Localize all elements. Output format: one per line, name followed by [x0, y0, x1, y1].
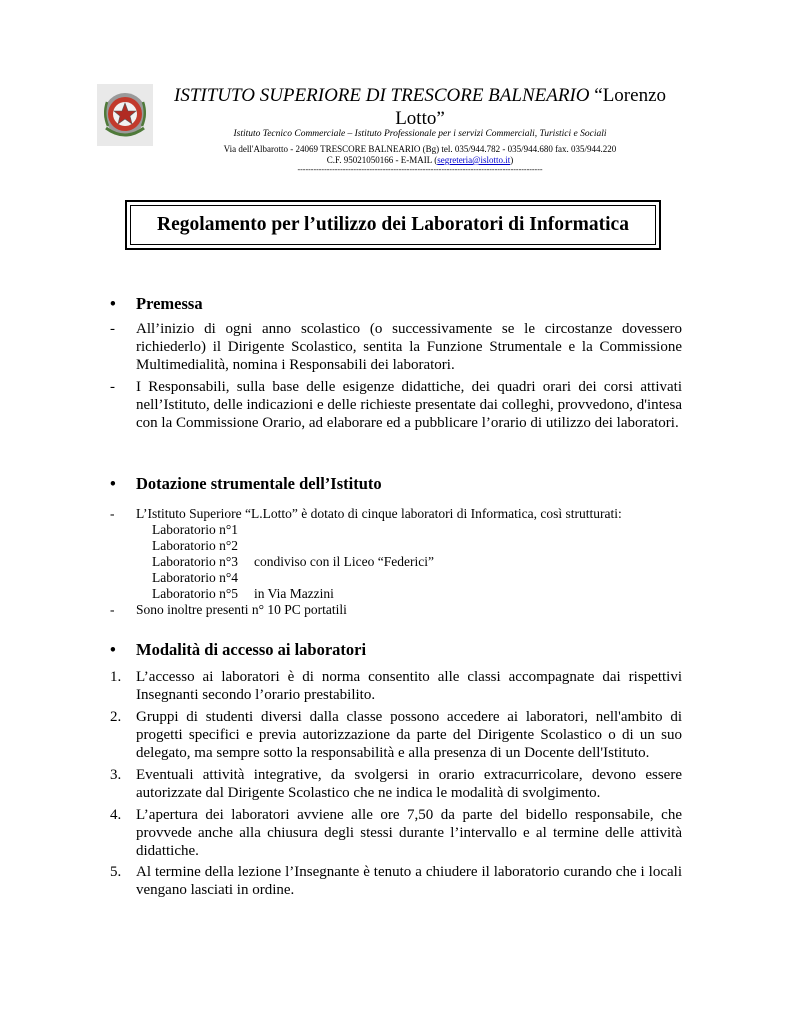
- section-heading-text: Modalità di accesso ai laboratori: [136, 640, 367, 659]
- list-item-text: Gruppi di studenti diversi dalla classe possono accedere ai laboratori, nell'ambito di progetti specifici e previa autorizzazione da parte del Dirigente Scolastico o di un suo delegato, ma sempre sotto la responsabilità e alla presenza di un Docente dell'Istituto.: [136, 709, 682, 761]
- list-item: [110, 806, 682, 860]
- list-item-text: L’apertura dei laboratori avviene alle ore 7,50 da parte del bidello responsabile, che provvede anche alla chiusura degli stessi durante l’intervallo e al termine delle attività didattiche.: [136, 807, 682, 859]
- list-item-text: I Responsabili, sulla base delle esigenze didattiche, dei quadri orari dei corsi attivati nell’Istituto, delle indicazioni e delle richieste presentate dai colleghi, provvedono, d'intesa con la Commissione Orario, ad elaborare ed a pubblicare l’orario di utilizzo dei laboratori.: [136, 379, 682, 431]
- lab-name: Laboratorio n°3: [152, 554, 238, 569]
- section-heading-text: Dotazione strumentale dell’Istituto: [136, 474, 382, 493]
- lab-note: condiviso con il Liceo “Federici”: [254, 554, 434, 569]
- lab-name: Laboratorio n°4: [152, 570, 238, 585]
- lab-name: Laboratorio n°2: [152, 538, 238, 553]
- institute-subtitle: Istituto Tecnico Commerciale – Istituto Professionale per i servizi Commerciali, Turistici e Sociali: [233, 129, 607, 139]
- list-item-text: L’accesso ai laboratori è di norma consentito alle classi accompagnate dai rispettivi Insegnanti secondo l’orario prestabilito.: [136, 669, 682, 703]
- list-marker: 5.: [110, 864, 122, 880]
- section-heading-premessa: [110, 294, 203, 314]
- list-item-text: Eventuali attività integrative, da svolgersi in orario extracurricolare, devono essere autorizzate dal Dirigente Scolastico che ne indica le modalità di svolgimento.: [136, 767, 682, 801]
- list-marker: -: [110, 602, 115, 617]
- institute-address: Via dell'Albarotto - 24069 TRESCORE BALNEARIO (Bg) tel. 035/944.782 - 035/944.680 fax. 035/944.220: [223, 144, 617, 154]
- fiscal-code: C.F. 95021050166 - E-MAIL (: [326, 155, 438, 165]
- institute-person: “Lorenzo Lotto”: [395, 85, 666, 129]
- list-item: [110, 766, 682, 802]
- list-item: [110, 863, 682, 899]
- list-item: [110, 378, 682, 432]
- fiscal-code-suffix: ): [510, 155, 514, 165]
- list-item: [110, 708, 682, 762]
- bullet: •: [110, 474, 116, 493]
- document-title: Regolamento per l’utilizzo dei Laboratori di Informatica: [130, 205, 656, 245]
- lab-note: in Via Mazzini: [254, 586, 334, 601]
- list-marker: -: [110, 506, 115, 521]
- list-item: [110, 668, 682, 704]
- list-item-text: Al termine della lezione l’Insegnante è tenuto a chiudere il laboratorio curando che i locali vengano lasciati in ordine.: [136, 864, 682, 898]
- institute-title: [165, 84, 675, 130]
- section-heading-text: Premessa: [136, 294, 203, 313]
- list-item-text: All’inizio di ogni anno scolastico (o successivamente se le circostanze dovessero richiederlo) il Dirigente Scolastico, sentita la Funzione Strumentale e la Commissione Multimedialità, nomina i Responsabili dei laboratori.: [136, 321, 682, 373]
- dotazione-intro: L’Istituto Superiore “L.Lotto” è dotato di cinque laboratori di Informatica, così strutturati:: [136, 506, 622, 521]
- email-link[interactable]: segreteria@islotto.it: [437, 155, 511, 165]
- list-marker: -: [110, 321, 115, 337]
- italian-republic-emblem-icon: [97, 84, 153, 146]
- bullet: •: [110, 640, 116, 659]
- list-marker: 1.: [110, 669, 122, 685]
- list-marker: -: [110, 379, 115, 395]
- list-item: [110, 320, 682, 374]
- portable-pcs-note: Sono inoltre presenti n° 10 PC portatili: [136, 602, 347, 617]
- list-marker: 2.: [110, 709, 122, 725]
- document-title-box: [125, 200, 661, 250]
- lab-name: Laboratorio n°1: [152, 522, 238, 537]
- list-marker: 3.: [110, 767, 122, 783]
- bullet: •: [110, 294, 116, 313]
- lab-name: Laboratorio n°5: [152, 586, 238, 601]
- section-heading-modalita: [110, 640, 366, 660]
- list-marker: 4.: [110, 807, 122, 823]
- institute-name: ISTITUTO SUPERIORE DI TRESCORE BALNEARIO: [174, 85, 590, 106]
- header-divider: --------------------------------------------------------------------------------------------: [297, 165, 543, 174]
- section-heading-dotazione: [110, 474, 382, 494]
